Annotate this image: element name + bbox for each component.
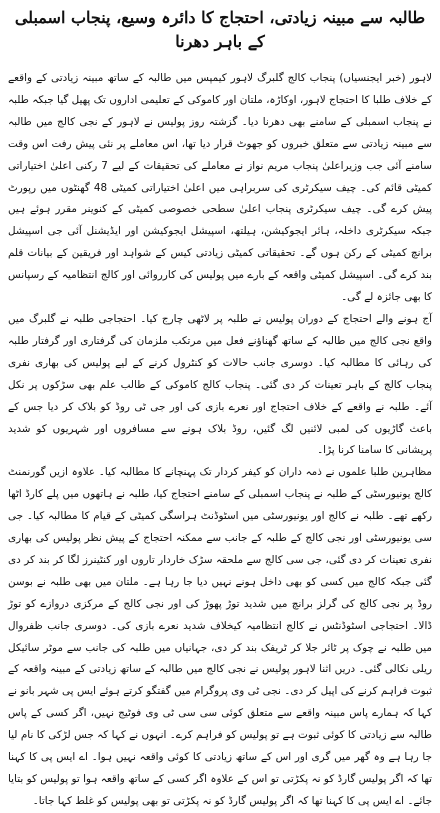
article-body xyxy=(8,68,432,813)
article-paragraph-3: مظاہرین طلبا علموں نے ذمہ داران کو کیفر کردار تک پہنچانے کا مطالبہ کیا۔ علاوہ ازیں گورنمنٹ کالج یونیورسٹی کے طلبہ نے پنجاب اسمبلی کے سامنے احتجاج کیا، طلبہ نے ہاتھوں میں پلے کارڈ اٹھا رکھے تھے۔ طلبہ نے کالج اور یونیورسٹی میں اسٹوڈنٹ ہراسگی کمیٹی کے قیام کا مطالبہ کیا۔ جی سی یونیورسٹی اور نجی کالج کے طلبہ کے جانب سے ممکنہ احتجاج کے پیش نظر پولیس کی بھاری نفری تعینات کر دی گئی، جی سی کالج سے ملحقہ سڑک خاردار تاروں اور کنٹینرز لگا کر بند کر دی گئی جبکہ کالج میں کسی کو بھی داخل ہونے نہیں دیا جا رہا ہے۔ ملتان میں بھی طلبہ نے بوسن روڈ پر نجی کالج کی گرلز برانچ میں شدید توڑ پھوڑ کی اور نجی کالج کے مرکزی دروازے کو توڑ ڈالا۔ احتجاجی اسٹوڈنٹس نے کالج انتظامیہ کیخلاف شدید نعرے بازی کی۔ دوسری جانب ظفروال میں طلبہ نے چوک پر ٹائر جلا کر ٹریفک بند کر دی، جہانیاں میں طلبہ کی جانب سے موٹر سائیکل ریلی نکالی گئی۔ دریں اثنا لاہور پولیس نے نجی کالج میں طالبہ کے ساتھ زیادتی کے مبینہ واقعہ کے ثبوت فراہم کرنے کی اپیل کر دی۔ نجی ٹی وی پروگرام میں گفتگو کرتے ہوئے ایس پی شہر بانو نے کہا کہ ہمارے پاس مبینہ واقعے سے متعلق کوئی سی سی ٹی وی فوٹیج نہیں، اگر کسی کے پاس طالبہ سے زیادتی کا کوئی ثبوت ہے تو پولیس کو فراہم کرے۔ انہوں نے کہا کہ جس لڑکی کا نام لیا جا رہا ہے وہ گھر میں گری اور اس کے ساتھ زیادتی کا کوئی واقعہ نہیں ہوا۔ اے ایس پی کا کہنا تھا کہ اگر پولیس گارڈ کو نہ پکڑتی تو اس کے علاوہ اگر کسی کے ساتھ واقعہ ہوا تو پولیس کو بتایا جائے۔ اے ایس پی کا کہنا تھا کہ اگر پولیس گارڈ کو نہ پکڑتی تو بھی پولیس کو غلط کہا جاتا۔ xyxy=(8,466,432,807)
headline: طالبہ سے مبینہ زیادتی، احتجاج کا دائرہ وسیع، پنجاب اسمبلی کے باہر دھرنا xyxy=(14,8,426,51)
article-paragraph-1: لاہور (خبر ایجنسیاں) پنجاب کالج گلبرگ لاہور کیمپس میں طالبہ کے ساتھ مبینہ زیادتی کے واقعے کے خلاف طلبا کا احتجاج لاہور، اوکاڑہ، ملتان اور کاموکی کے تعلیمی اداروں تک پھیل گیا جبکہ طلبہ نے پنجاب اسمبلی کے سامنے بھی دھرنا دیا۔ گزشتہ روز پولیس نے لاہور کے نجی کالج میں طالبہ سے مبینہ زیادتی سے متعلق خبروں کو جھوٹ قرار دیا تھا، اس معاملے پر نئی پیش رفت اس وقت سامنے آئی جب وزیراعلیٰ پنجاب مریم نواز نے معاملے کی تحقیقات کے لیے 7 رکنی اعلیٰ اختیاراتی کمیٹی قائم کی۔ چیف سیکرٹری کی سربراہی میں اعلیٰ اختیاراتی کمیٹی 48 گھنٹوں میں رپورٹ پیش کرے گی۔ چیف سیکرٹری پنجاب اعلیٰ سطحی خصوصی کمیٹی کے کنوینر مقرر ہوئے ہیں جبکہ سیکرٹری داخلہ، ہائر ایجوکیشن، ہیلتھ، اسپیشل ایجوکیشن اور ایڈیشنل آئی جی اسپیشل برانچ کمیٹی کے رکن ہوں گے۔ تحقیقاتی کمیٹی زیادتی کیس کے شواہد اور فریقین کے بیانات قلم بند کرے گی۔ اسپیشل کمیٹی واقعہ کے بارے میں پولیس کی کارروائی اور کالج انتظامیہ کے رسپانس کا بھی جائزہ لے گی۔ xyxy=(8,72,433,304)
article-paragraph-2: آج ہونے والے احتجاج کے دوران پولیس نے طلبہ پر لاٹھی چارج کیا۔ احتجاجی طلبہ نے گلبرگ میں واقع نجی کالج میں طالبہ کے ساتھ گھناؤنے فعل میں مرتکب ملزمان کی گرفتاری اور گرفتار طلبہ کی رہائی کا مطالبہ کیا۔ دوسری جانب حالات کو کنٹرول کرنے کے لیے پولیس کی بھاری نفری پنجاب کالج کے باہر تعینات کر دی گئی۔ پنجاب کالج کاموکی کے طالب علم بھی سڑکوں پر نکل آئے۔ طلبہ نے واقعے کے خلاف احتجاج اور نعرے بازی کی اور جی ٹی روڈ کو بلاک کر دیا جس کے باعث گاڑیوں کی لمبی لائنیں لگ گئیں، روڈ بلاک ہونے سے مسافروں اور شہریوں کو شدید پریشانی کا سامنا کرنا پڑا۔ xyxy=(8,312,432,457)
